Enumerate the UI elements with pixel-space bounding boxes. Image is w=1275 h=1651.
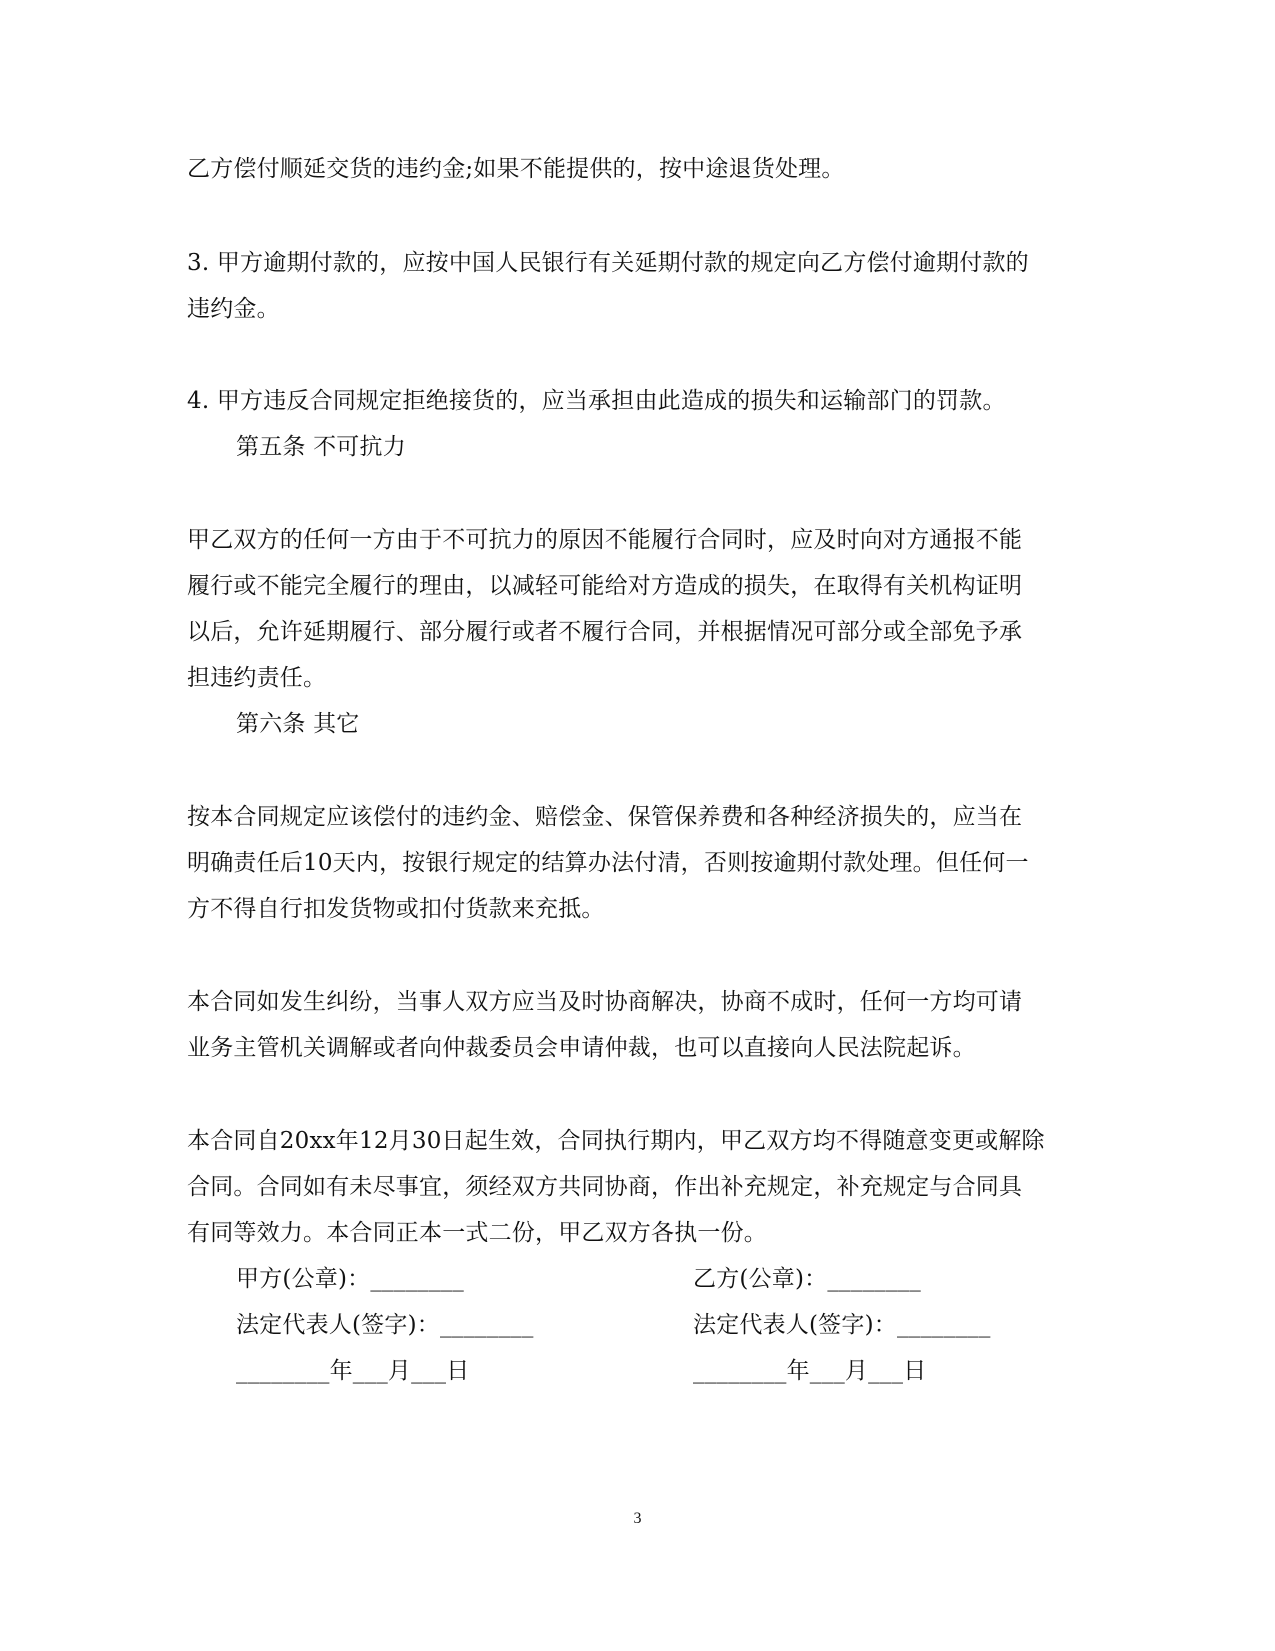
paragraph-line: 甲乙双方的任何一方由于不可抗力的原因不能履行合同时，应及时向对方通报不能 — [187, 527, 1023, 553]
paragraph-line: 业务主管机关调解或者向仲裁委员会申请仲裁，也可以直接向人民法院起诉。 — [187, 1035, 976, 1061]
party-a-seal: 甲方(公章)：________ — [236, 1266, 464, 1292]
paragraph-line: 明确责任后10天内，按银行规定的结算办法付清，否则按逾期付款处理。但任何一 — [187, 850, 1029, 876]
section-heading: 第六条 其它 — [236, 711, 360, 737]
paragraph-line: 3. 甲方逾期付款的，应按中国人民银行有关延期付款的规定向乙方偿付逾期付款的 — [187, 250, 1029, 276]
paragraph-line: 担违约责任。 — [187, 665, 327, 691]
party-a-date: ________年___月___日 — [236, 1358, 470, 1384]
page-number: 3 — [633, 1510, 642, 1527]
paragraph-line: 本合同如发生纠纷，当事人双方应当及时协商解决，协商不成时，任何一方均可请 — [187, 989, 1023, 1015]
section-heading: 第五条 不可抗力 — [236, 434, 406, 460]
party-b-seal: 乙方(公章)：________ — [693, 1266, 921, 1292]
paragraph-line: 有同等效力。本合同正本一式二份，甲乙双方各执一份。 — [187, 1220, 767, 1246]
party-b-representative: 法定代表人(签字)：________ — [693, 1312, 991, 1338]
paragraph-line: 以后，允许延期履行、部分履行或者不履行合同，并根据情况可部分或全部免予承 — [187, 619, 1023, 645]
paragraph-line: 本合同自20xx年12月30日起生效，合同执行期内，甲乙双方均不得随意变更或解除 — [187, 1128, 1045, 1154]
paragraph-line: 合同。合同如有未尽事宜，须经双方共同协商，作出补充规定，补充规定与合同具 — [187, 1174, 1023, 1200]
paragraph-line: 方不得自行扣发货物或扣付货款来充抵。 — [187, 896, 605, 922]
paragraph-line: 履行或不能完全履行的理由，以减轻可能给对方造成的损失，在取得有关机构证明 — [187, 573, 1023, 599]
paragraph-line: 4. 甲方违反合同规定拒绝接货的，应当承担由此造成的损失和运输部门的罚款。 — [187, 388, 1006, 414]
paragraph-line: 乙方偿付顺延交货的违约金;如果不能提供的，按中途退货处理。 — [187, 156, 845, 182]
party-b-date: ________年___月___日 — [693, 1358, 927, 1384]
paragraph-line: 违约金。 — [187, 296, 280, 322]
party-a-representative: 法定代表人(签字)：________ — [236, 1312, 534, 1338]
paragraph-line: 按本合同规定应该偿付的违约金、赔偿金、保管保养费和各种经济损失的，应当在 — [187, 804, 1023, 830]
